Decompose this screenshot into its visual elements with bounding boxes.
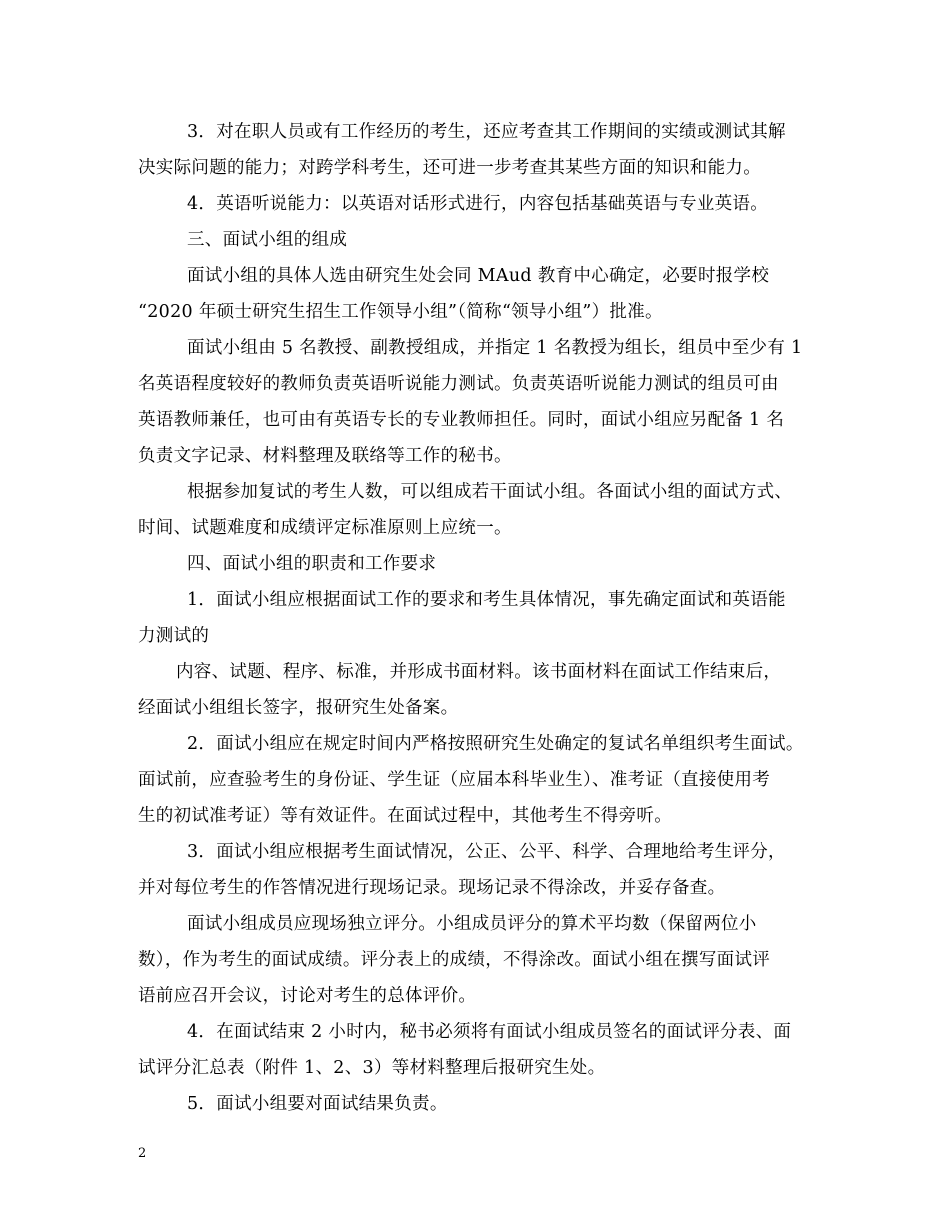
text-line: 负责文字记录、材料整理及联络等工作的秘书。 xyxy=(138,446,512,466)
text-line: 面试前，应查验考生的身份证、学生证（应届本科毕业生）、准考证（直接使用考 xyxy=(138,770,771,790)
text-line: 生的初试准考证）等有效证件。在面试过程中，其他考生不得旁听。 xyxy=(138,806,672,826)
text-line: 力测试的 xyxy=(138,626,210,646)
text-line: 面试小组成员应现场独立评分。小组成员评分的算术平均数（保留两位小 xyxy=(187,914,757,934)
text-line: 数），作为考生的面试成绩。评分表上的成绩，不得涂改。面试小组在撰写面试评 xyxy=(138,950,771,970)
page-number: 2 xyxy=(138,1146,147,1161)
text-line: 经面试小组组长签字，报研究生处备案。 xyxy=(138,698,459,718)
section-heading: 三、面试小组的组成 xyxy=(187,230,348,250)
text-line: “2020 年硕士研究生招生工作领导小组”（简称“领导小组”）批准。 xyxy=(138,302,663,322)
text-line: 4．在面试结束 2 小时内，秘书必须将有面试小组成员签名的面试评分表、面 xyxy=(187,1022,792,1042)
text-line: 4．英语听说能力：以英语对话形式进行，内容包括基础英语与专业英语。 xyxy=(187,194,769,214)
section-heading: 四、面试小组的职责和工作要求 xyxy=(187,554,437,574)
text-line: 面试小组由 5 名教授、副教授组成，并指定 1 名教授为组长，组员中至少有 1 xyxy=(187,338,803,358)
text-line: 1．面试小组应根据面试工作的要求和考生具体情况，事先确定面试和英语能 xyxy=(187,590,786,610)
text-line: 决实际问题的能力；对跨学科考生，还可进一步考查其某些方面的知识和能力。 xyxy=(138,158,761,178)
text-line: 名英语程度较好的教师负责英语听说能力测试。负责英语听说能力测试的组员可由 xyxy=(138,374,779,394)
text-line: 内容、试题、程序、标准，并形成书面材料。该书面材料在面试工作结束后， xyxy=(176,662,782,682)
text-line: 3．对在职人员或有工作经历的考生，还应考查其工作期间的实绩或测试其解 xyxy=(187,122,786,142)
text-line: 试评分汇总表（附件 1、2、3）等材料整理后报研究生处。 xyxy=(138,1058,606,1078)
text-line: 并对每位考生的作答情况进行现场记录。现场记录不得涂改，并妥存备查。 xyxy=(138,878,726,898)
text-line: 面试小组的具体人选由研究生处会同 MAud 教育中心确定，必要时报学校 xyxy=(187,266,770,286)
text-line: 5．面试小组要对面试结果负责。 xyxy=(187,1094,448,1114)
text-line: 3．面试小组应根据考生面试情况，公正、公平、科学、合理地给考生评分， xyxy=(187,842,786,862)
text-line: 根据参加复试的考生人数，可以组成若干面试小组。各面试小组的面试方式、 xyxy=(187,482,793,502)
text-line: 2．面试小组应在规定时间内严格按照研究生处确定的复试名单组织考生面试。 xyxy=(187,734,804,754)
text-line: 时间、试题难度和成绩评定标准原则上应统一。 xyxy=(138,518,512,538)
text-line: 语前应召开会议，讨论对考生的总体评价。 xyxy=(138,986,477,1006)
text-line: 英语教师兼任，也可由有英语专长的专业教师担任。同时，面试小组应另配备 1 名 xyxy=(138,410,785,430)
